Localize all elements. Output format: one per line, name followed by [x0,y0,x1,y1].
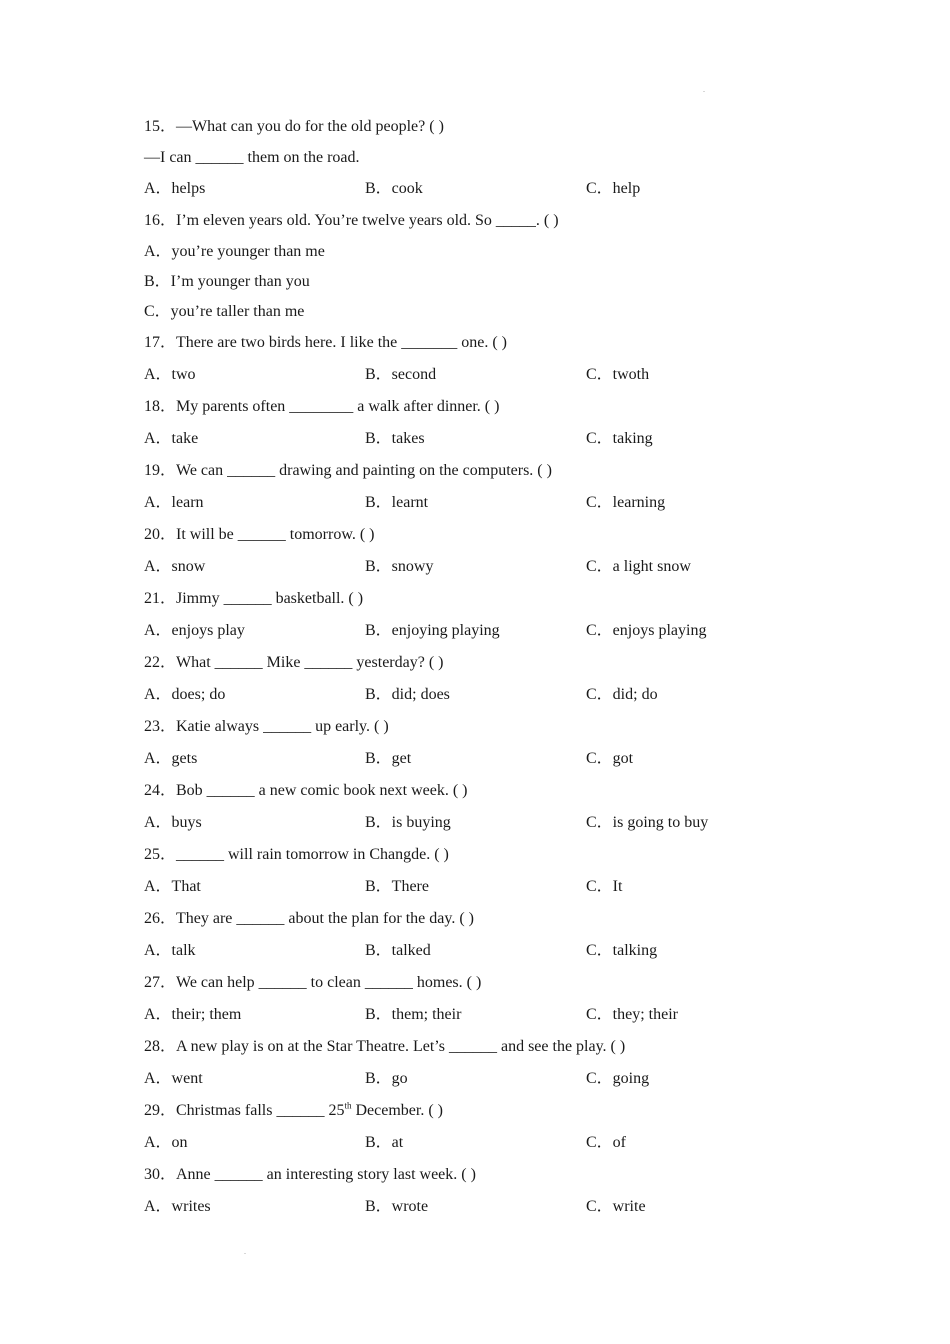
option-row [144,359,844,391]
option-a[interactable]: A．snow [144,558,206,575]
question-stem: 24．Bob ______ a new comic book next week. ( ) [144,782,468,799]
option-c[interactable]: C．write [586,1198,646,1215]
option-b[interactable]: B．talked [365,942,431,959]
question-stem: 30．Anne ______ an interesting story last week. ( ) [144,1166,476,1183]
question-stem: 18．My parents often ________ a walk after dinner. ( ) [144,398,500,415]
option-b[interactable]: B．get [365,750,412,767]
question-stem: 26．They are ______ about the plan for the day. ( ) [144,910,474,927]
option-row [144,551,844,583]
option-c[interactable]: C．a light snow [586,558,691,575]
option-row [144,1191,844,1223]
option-c[interactable]: C．twoth [586,366,650,383]
option-b[interactable]: B．I’m younger than you [144,273,310,290]
question-stem: 17．There are two birds here. I like the _______ one. ( ) [144,334,507,351]
question-stem: 16．I’m eleven years old. You’re twelve years old. So _____. ( ) [144,212,559,229]
option-a[interactable]: A．went [144,1070,203,1087]
option-b[interactable]: B．is buying [365,814,451,831]
question-extra-line: —I can ______ them on the road. [144,149,360,166]
option-a[interactable]: A．you’re younger than me [144,243,325,260]
option-c[interactable]: C．you’re taller than me [144,303,305,320]
top-mark: . [703,85,705,94]
stem-text-after: December. ( ) [351,1102,443,1119]
option-a[interactable]: A．on [144,1134,188,1151]
question-stem: 25．______ will rain tomorrow in Changde. ( ) [144,846,449,863]
option-c[interactable]: C．did; do [586,686,658,703]
option-b[interactable]: B．wrote [365,1198,429,1215]
option-b[interactable]: B．enjoying playing [365,622,500,639]
question-stem: 20．It will be ______ tomorrow. ( ) [144,526,375,543]
option-a[interactable]: A．their; them [144,1006,242,1023]
question-stem: 21．Jimmy ______ basketball. ( ) [144,590,364,607]
question-stem: 27．We can help ______ to clean ______ homes. ( ) [144,974,482,991]
option-a[interactable]: A．two [144,366,196,383]
option-a[interactable]: A．helps [144,180,206,197]
option-c[interactable]: C．of [586,1134,627,1151]
option-a[interactable]: A．take [144,430,199,447]
question-list [144,111,844,1223]
option-c[interactable]: C．It [586,878,623,895]
option-row [144,1127,844,1159]
question-stem: 15．—What can you do for the old people? ( ) [144,118,444,135]
option-a[interactable]: A．learn [144,494,204,511]
option-row [144,743,844,775]
option-c[interactable]: C．talking [586,942,658,959]
option-b[interactable]: B．them; their [365,1006,462,1023]
option-b[interactable]: B．second [365,366,437,383]
option-b[interactable]: B．cook [365,180,423,197]
option-c[interactable]: C．learning [586,494,666,511]
option-a[interactable]: A．gets [144,750,198,767]
option-c[interactable]: C．going [586,1070,650,1087]
option-a[interactable]: A．does; do [144,686,226,703]
option-a[interactable]: A．That [144,878,201,895]
option-c[interactable]: C．enjoys playing [586,622,707,639]
option-b[interactable]: B．go [365,1070,408,1087]
option-row [144,615,844,647]
option-c[interactable]: C．they; their [586,1006,678,1023]
question-stem: 23．Katie always ______ up early. ( ) [144,718,389,735]
option-b[interactable]: B．did; does [365,686,450,703]
question-stem: 28．A new play is on at the Star Theatre. Let’s ______ and see the play. ( ) [144,1038,626,1055]
option-row [144,679,844,711]
option-b[interactable]: B．learnt [365,494,429,511]
question-stem [144,1095,844,1127]
option-b[interactable]: B．snowy [365,558,434,575]
option-row [144,173,844,205]
option-row [144,423,844,455]
option-b[interactable]: B．at [365,1134,404,1151]
option-b[interactable]: B．takes [365,430,425,447]
option-a[interactable]: A．writes [144,1198,211,1215]
option-row [144,487,844,519]
option-c[interactable]: C．got [586,750,634,767]
option-row [144,807,844,839]
stem-text-before: 29．Christmas falls ______ 25 [144,1102,345,1119]
option-b[interactable]: B．There [365,878,429,895]
option-c[interactable]: C．is going to buy [586,814,709,831]
option-a[interactable]: A．enjoys play [144,622,245,639]
option-c[interactable]: C．help [586,180,641,197]
ordinal-suffix: th [344,1100,352,1111]
option-a[interactable]: A．buys [144,814,202,831]
option-row [144,871,844,903]
bottom-mark: . [244,1247,246,1256]
question-stem: 19．We can ______ drawing and painting on the computers. ( ) [144,462,552,479]
option-c[interactable]: C．taking [586,430,653,447]
option-row [144,999,844,1031]
option-row [144,935,844,967]
question-stem: 22．What ______ Mike ______ yesterday? ( ) [144,654,444,671]
option-a[interactable]: A．talk [144,942,196,959]
option-row [144,1063,844,1095]
